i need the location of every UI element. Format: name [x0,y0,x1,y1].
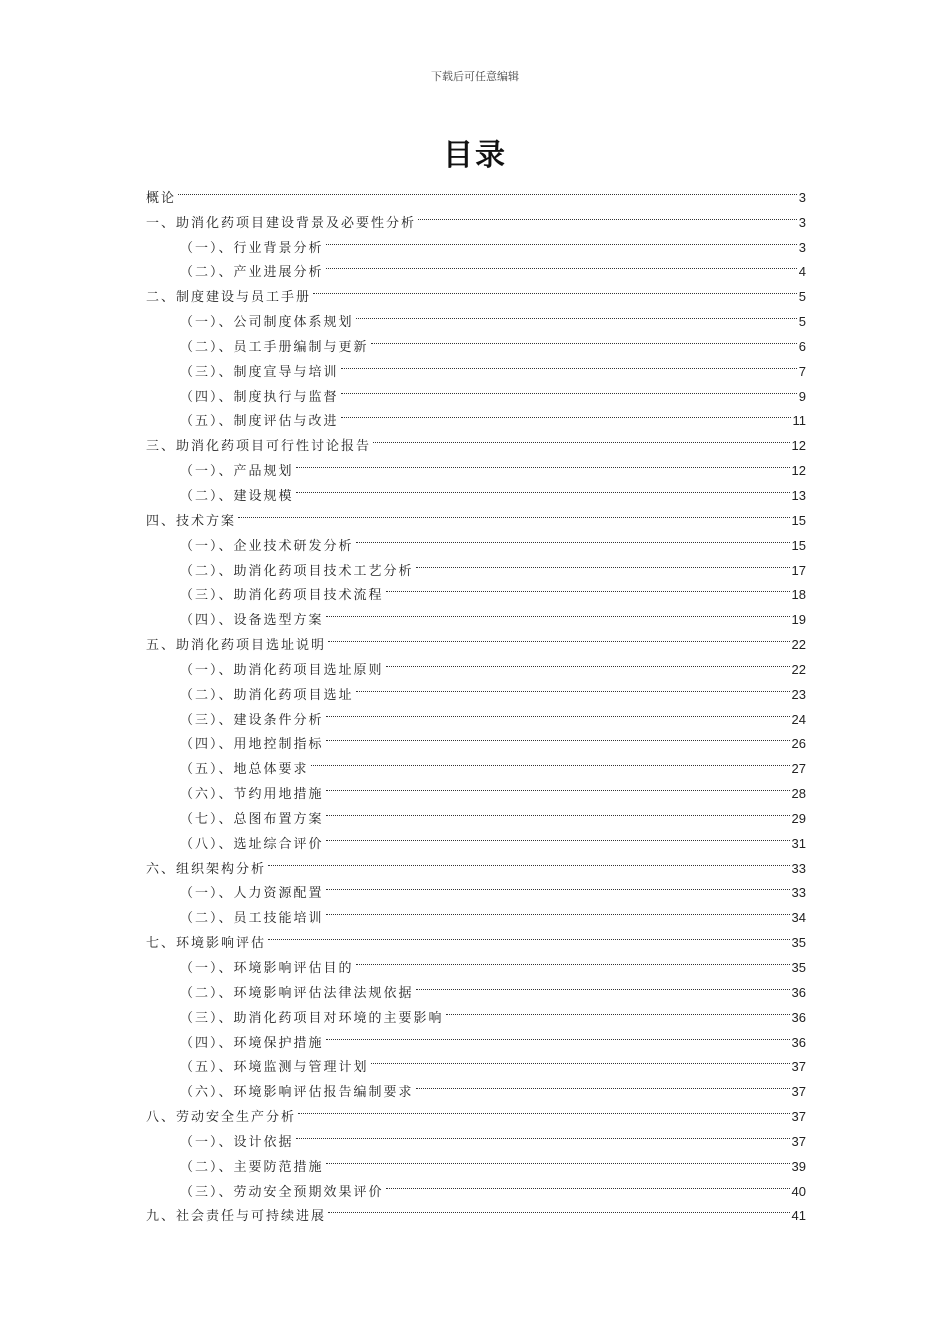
toc-entry-label: （六）、环境影响评估报告编制要求 [180,1085,414,1101]
toc-dot-leader [326,1014,790,1040]
toc-entry-label: （二）、员工手册编制与更新 [180,339,369,355]
toc-dot-leader [416,964,790,990]
toc-dot-leader [326,591,790,617]
toc-entry-label: （三）、助消化药项目技术流程 [180,588,384,604]
toc-entry-label: （四）、环境保护措施 [180,1035,324,1051]
toc-dot-leader [341,368,797,394]
toc-dot-leader [313,268,797,294]
toc-entry-label: （五）、环境监测与管理计划 [180,1060,369,1076]
toc-entry-label: （四）、设备选型方案 [180,613,324,629]
toc-dot-leader [341,343,797,369]
table-of-contents [146,176,806,1225]
toc-entry-label: （四）、用地控制指标 [180,737,324,753]
toc-entry-page-number: 6 [798,338,806,354]
toc-entry-page-number: 17 [791,562,806,578]
toc-entry-label: 三、助消化药项目可行性讨论报告 [146,439,372,455]
toc-dot-leader [341,393,791,419]
toc-entry-page-number: 7 [798,363,806,379]
toc-entry-page-number: 37 [791,1084,806,1100]
toc-entry-label: （一）、公司制度体系规划 [180,315,354,331]
toc-entry-label: （一）、行业背景分析 [180,240,324,256]
toc-entry-label: 五、助消化药项目选址说明 [146,638,327,654]
toc-entry-page-number: 24 [791,711,806,727]
toc-entry-label: （一）、企业技术研发分析 [180,538,354,554]
toc-dot-leader [418,194,797,220]
toc-dot-leader [373,417,790,443]
toc-dot-leader [238,492,790,518]
toc-entry-page-number: 5 [798,289,806,305]
toc-entry-page-number: 13 [791,487,806,503]
toc-entry-page-number: 19 [791,612,806,628]
toc-entry-page-number: 3 [798,189,806,205]
toc-entry-label: （一）、设计依据 [180,1134,294,1150]
toc-entry-label: （二）、员工技能培训 [180,911,324,927]
toc-entry-label: （三）、制度宣导与培训 [180,364,339,380]
toc-entry-label: （二）、产业进展分析 [180,265,324,281]
toc-entry-page-number: 26 [791,736,806,752]
toc-dot-leader [386,567,790,593]
toc-dot-leader [311,740,790,766]
toc-entry-page-number: 34 [791,910,806,926]
toc-dot-leader [446,989,790,1015]
toc-entry-page-number: 36 [791,984,806,1000]
page-title: 目录 [443,138,507,173]
toc-entry-page-number: 5 [798,314,806,330]
toc-entry-label: 概论 [146,190,177,206]
toc-entry-page-number: 18 [791,587,806,603]
toc-dot-leader [178,169,797,195]
toc-entry-page-number: 22 [791,661,806,677]
toc-entry-label: （二）、助消化药项目技术工艺分析 [180,563,414,579]
toc-dot-leader [326,716,790,742]
toc-entry-label: （八）、选址综合评价 [180,836,324,852]
toc-entry-page-number: 35 [791,960,806,975]
toc-entry-page-number: 35 [791,935,806,951]
toc-entry-label: 九、社会责任与可持续进展 [146,1209,327,1225]
toc-entry-page-number: 9 [798,388,806,404]
toc-dot-leader [296,442,790,468]
toc-dot-leader [298,1088,790,1114]
toc-entry-label: （五）、地总体要求 [180,762,309,778]
toc-entry-page-number: 28 [791,786,806,802]
toc-entry-page-number: 40 [791,1183,806,1199]
toc-dot-leader [356,666,790,692]
toc-entry-page-number: 3 [798,214,806,230]
toc-dot-leader [296,1113,790,1139]
toc-entry-page-number: 4 [798,264,806,280]
toc-entry-label: 七、环境影响评估 [146,936,267,952]
toc-entry-label: 二、制度建设与员工手册 [146,290,312,306]
toc-entry-label: （一）、环境影响评估目的 [180,961,354,976]
toc-entry-page-number: 3 [798,239,806,255]
toc-dot-leader [328,616,790,642]
toc-entry-label: 六、组织架构分析 [146,861,267,877]
toc-dot-leader [371,1039,790,1065]
toc-entry-label: （二）、环境影响评估法律法规依据 [180,985,414,1001]
toc-dot-leader [416,1063,790,1089]
toc-entry-page-number: 33 [791,885,806,901]
toc-dot-leader [326,889,790,915]
toc-entry-label: （一）、助消化药项目选址原则 [180,662,384,678]
toc-entry-page-number: 31 [791,835,806,851]
header-note: 下载后可任意编辑 [431,70,519,83]
toc-dot-leader [356,293,797,319]
toc-dot-leader [326,1138,790,1164]
toc-entry-label: （五）、制度评估与改进 [180,414,339,430]
toc-entry-page-number: 41 [791,1208,806,1224]
toc-entry-page-number: 29 [791,810,806,826]
toc-dot-leader [268,914,790,940]
toc-dot-leader [296,467,790,493]
toc-entry-label: （四）、制度执行与监督 [180,389,339,405]
toc-entry-page-number: 37 [791,1109,806,1125]
toc-entry-page-number: 36 [791,1009,806,1025]
toc-entry-page-number: 33 [791,860,806,876]
toc-entry-label: （三）、劳动安全预期效果评价 [180,1184,384,1200]
toc-entry-label: 四、技术方案 [146,513,237,529]
toc-entry-page-number: 39 [791,1158,806,1174]
toc-dot-leader [326,219,797,245]
toc-entry-page-number: 15 [791,512,806,528]
toc-entry-label: （六）、节约用地措施 [180,787,324,803]
toc-dot-leader [326,691,790,717]
toc-entry-page-number: 22 [791,637,806,653]
toc-entry-page-number: 12 [791,463,806,479]
toc-entry-label: （三）、助消化药项目对环境的主要影响 [180,1010,444,1026]
toc-entry-page-number: 37 [791,1133,806,1149]
toc-entry-label: 八、劳动安全生产分析 [146,1110,297,1126]
toc-entry-page-number: 37 [791,1059,806,1075]
toc-entry-page-number: 12 [791,438,806,454]
toc-dot-leader [326,765,790,791]
toc-entry-label: （二）、建设规模 [180,488,294,504]
toc-entry-label: （一）、人力资源配置 [180,886,324,902]
toc-dot-leader [386,641,790,667]
toc-dot-leader [328,1188,790,1214]
toc-dot-leader [326,815,790,841]
toc-dot-leader [356,517,790,543]
toc-entry-page-number: 27 [791,761,806,777]
toc-entry-label: （二）、助消化药项目选址 [180,687,354,703]
toc-dot-leader [268,840,790,866]
toc-dot-leader [371,318,797,344]
toc-dot-leader [326,790,790,816]
toc-dot-leader [326,244,797,270]
toc-dot-leader [356,939,790,965]
toc-entry-label: （三）、建设条件分析 [180,712,324,728]
toc-dot-leader [416,542,790,568]
toc-entry-label: （一）、产品规划 [180,464,294,480]
toc-entry-label: （二）、主要防范措施 [180,1159,324,1175]
toc-dot-leader [326,865,790,891]
toc-entry-label: 一、助消化药项目建设背景及必要性分析 [146,215,417,231]
toc-entry-label: （七）、总图布置方案 [180,811,324,827]
toc-entry-page-number: 36 [791,1034,806,1050]
toc-entry-page-number: 15 [791,537,806,553]
toc-dot-leader [386,1163,790,1189]
toc-entry-page-number: 11 [792,413,806,429]
toc-entry-page-number: 23 [791,686,806,702]
